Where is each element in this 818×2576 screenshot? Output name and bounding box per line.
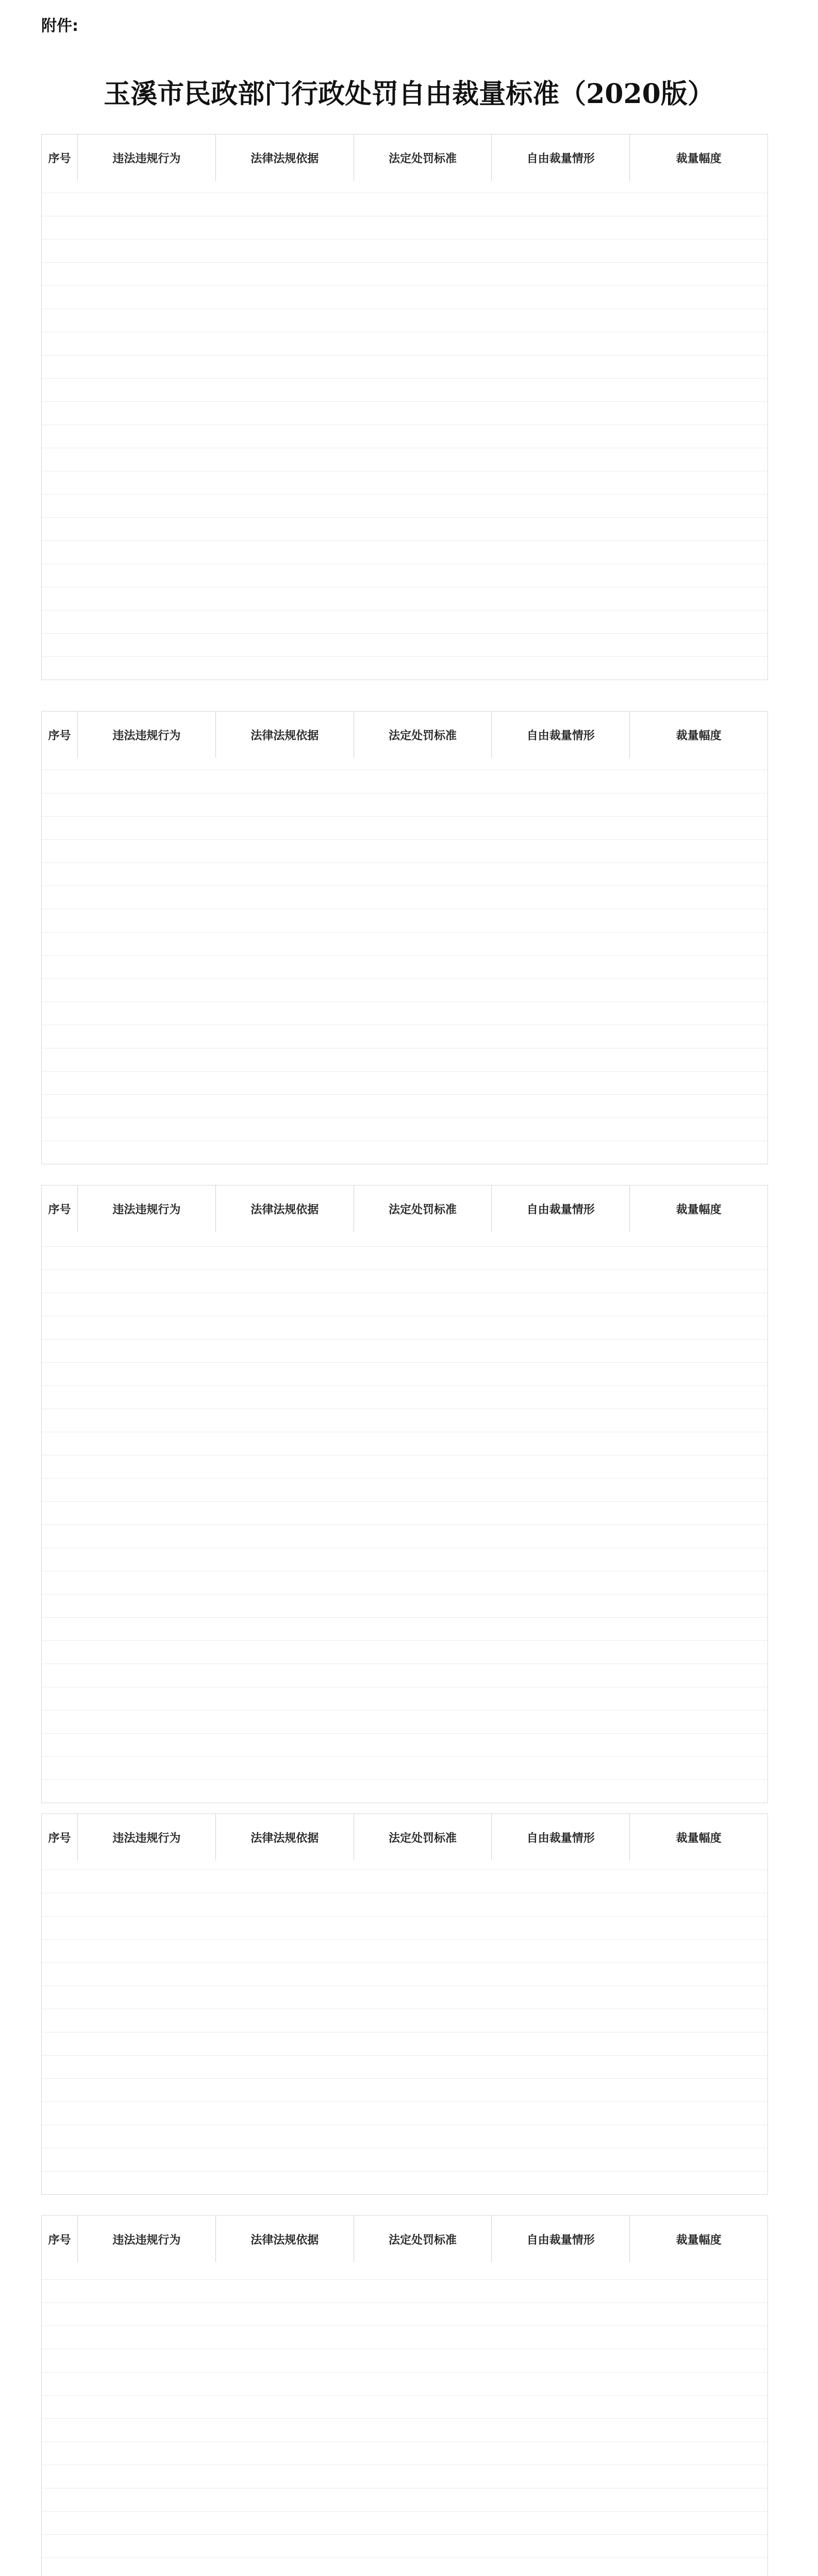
attachment-label: 附件: [41, 17, 78, 35]
column-header: 法律法规依据 [216, 711, 354, 758]
table-body-unreadable [42, 758, 767, 1164]
column-header: 序号 [42, 1814, 78, 1860]
scan-page-5 [41, 2215, 768, 2576]
column-header: 法定处罚标准 [354, 2216, 492, 2262]
column-header: 序号 [42, 1185, 78, 1232]
column-header: 序号 [42, 2216, 78, 2262]
column-header: 自由裁量情形 [492, 1814, 630, 1860]
column-header: 违法违规行为 [78, 711, 216, 758]
scan-page-4 [41, 1814, 768, 2195]
table-body-unreadable [42, 1860, 767, 2194]
column-header: 序号 [42, 134, 78, 181]
column-header: 法律法规依据 [216, 2216, 354, 2262]
scan-page-3 [41, 1185, 768, 1803]
column-header: 违法违规行为 [78, 134, 216, 181]
table-body-unreadable [42, 2262, 767, 2576]
column-header: 法定处罚标准 [354, 711, 492, 758]
column-header: 法律法规依据 [216, 134, 354, 181]
column-header: 违法违规行为 [78, 1814, 216, 1860]
column-header: 违法违规行为 [78, 2216, 216, 2262]
table-header-row [42, 134, 767, 181]
table-header-row [42, 1814, 767, 1861]
column-header: 裁量幅度 [676, 2233, 722, 2247]
column-header: 自由裁量情形 [492, 2216, 630, 2262]
column-header: 法定处罚标准 [354, 1814, 492, 1860]
table-body-unreadable [42, 1232, 767, 1803]
column-header: 自由裁量情形 [492, 711, 630, 758]
table-header-row [42, 1185, 767, 1232]
column-header: 法律法规依据 [216, 1814, 354, 1860]
column-header: 裁量幅度 [676, 1203, 722, 1216]
table-header-row [42, 711, 767, 758]
column-header: 自由裁量情形 [492, 134, 630, 181]
document-title: 玉溪市民政部门行政处罚自由裁量标准（2020版） [104, 78, 714, 110]
column-header: 自由裁量情形 [492, 1185, 630, 1232]
column-header: 裁量幅度 [676, 1832, 722, 1845]
column-header: 违法违规行为 [78, 1185, 216, 1232]
column-header: 裁量幅度 [676, 152, 722, 165]
table-header-row [42, 2216, 767, 2263]
column-header: 法定处罚标准 [354, 134, 492, 181]
column-header: 法定处罚标准 [354, 1185, 492, 1232]
column-header: 法律法规依据 [216, 1185, 354, 1232]
column-header: 裁量幅度 [676, 729, 722, 742]
scan-page-1 [41, 134, 768, 680]
scan-page-2 [41, 711, 768, 1164]
document-header [0, 0, 818, 134]
table-body-unreadable [42, 181, 767, 680]
column-header: 序号 [42, 711, 78, 758]
